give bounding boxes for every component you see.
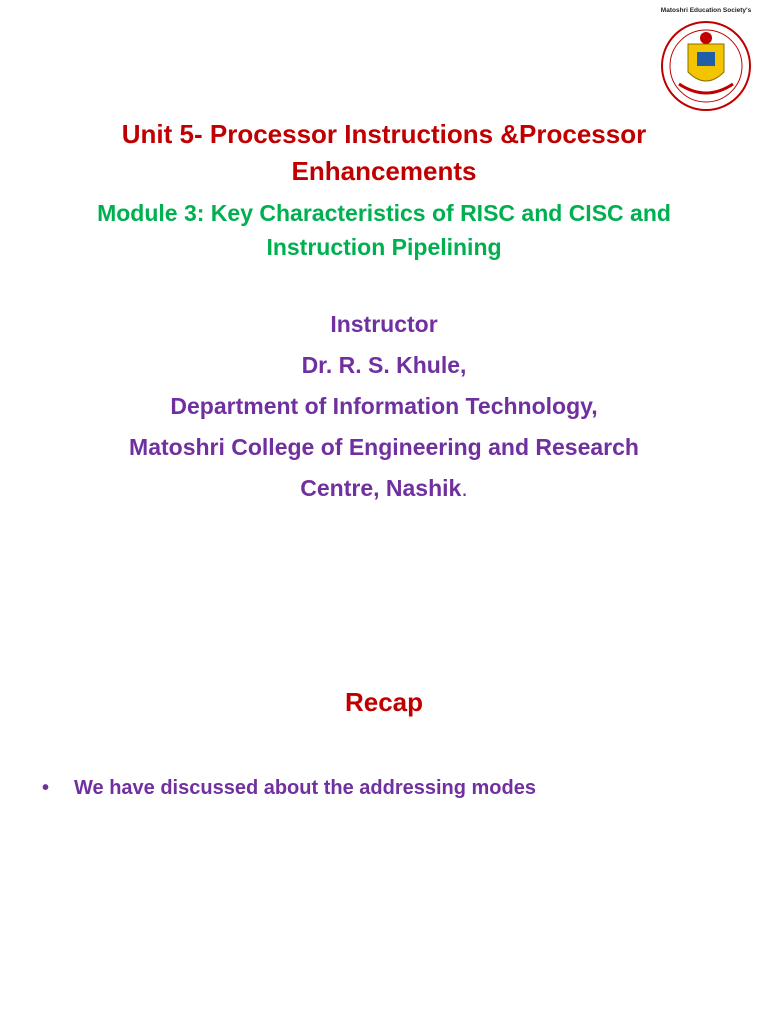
subtitle-line-2: Instruction Pipelining [266,234,502,260]
college-line-2 [60,472,708,504]
instructor-block [0,308,768,513]
instructor-college [60,431,708,504]
college-line-2-period: . [461,475,468,501]
slide-title [0,116,768,190]
college-line-2-text: Centre, Nashik [300,475,462,501]
recap-heading: Recap [344,687,424,717]
logo-caption: Matoshri Education Society's [660,7,752,14]
title-line-1: Unit 5- Processor Instructions &Processor [121,119,647,149]
college-line-1: Matoshri College of Engineering and Research [129,434,639,460]
college-seal-icon [653,6,759,114]
instructor-name: Dr. R. S. Khule, [301,352,467,378]
subtitle-line-1: Module 3: Key Characteristics of RISC and CISC and [97,200,671,226]
recap-item-text: We have discussed about the addressing modes [74,777,536,799]
instructor-department: Department of Information Technology, [170,393,598,419]
bullet-icon: • [42,777,50,799]
recap-list-item [42,774,536,802]
instructor-label: Instructor [330,311,438,337]
module-subtitle [0,196,768,264]
title-line-2: Enhancements [291,156,477,186]
